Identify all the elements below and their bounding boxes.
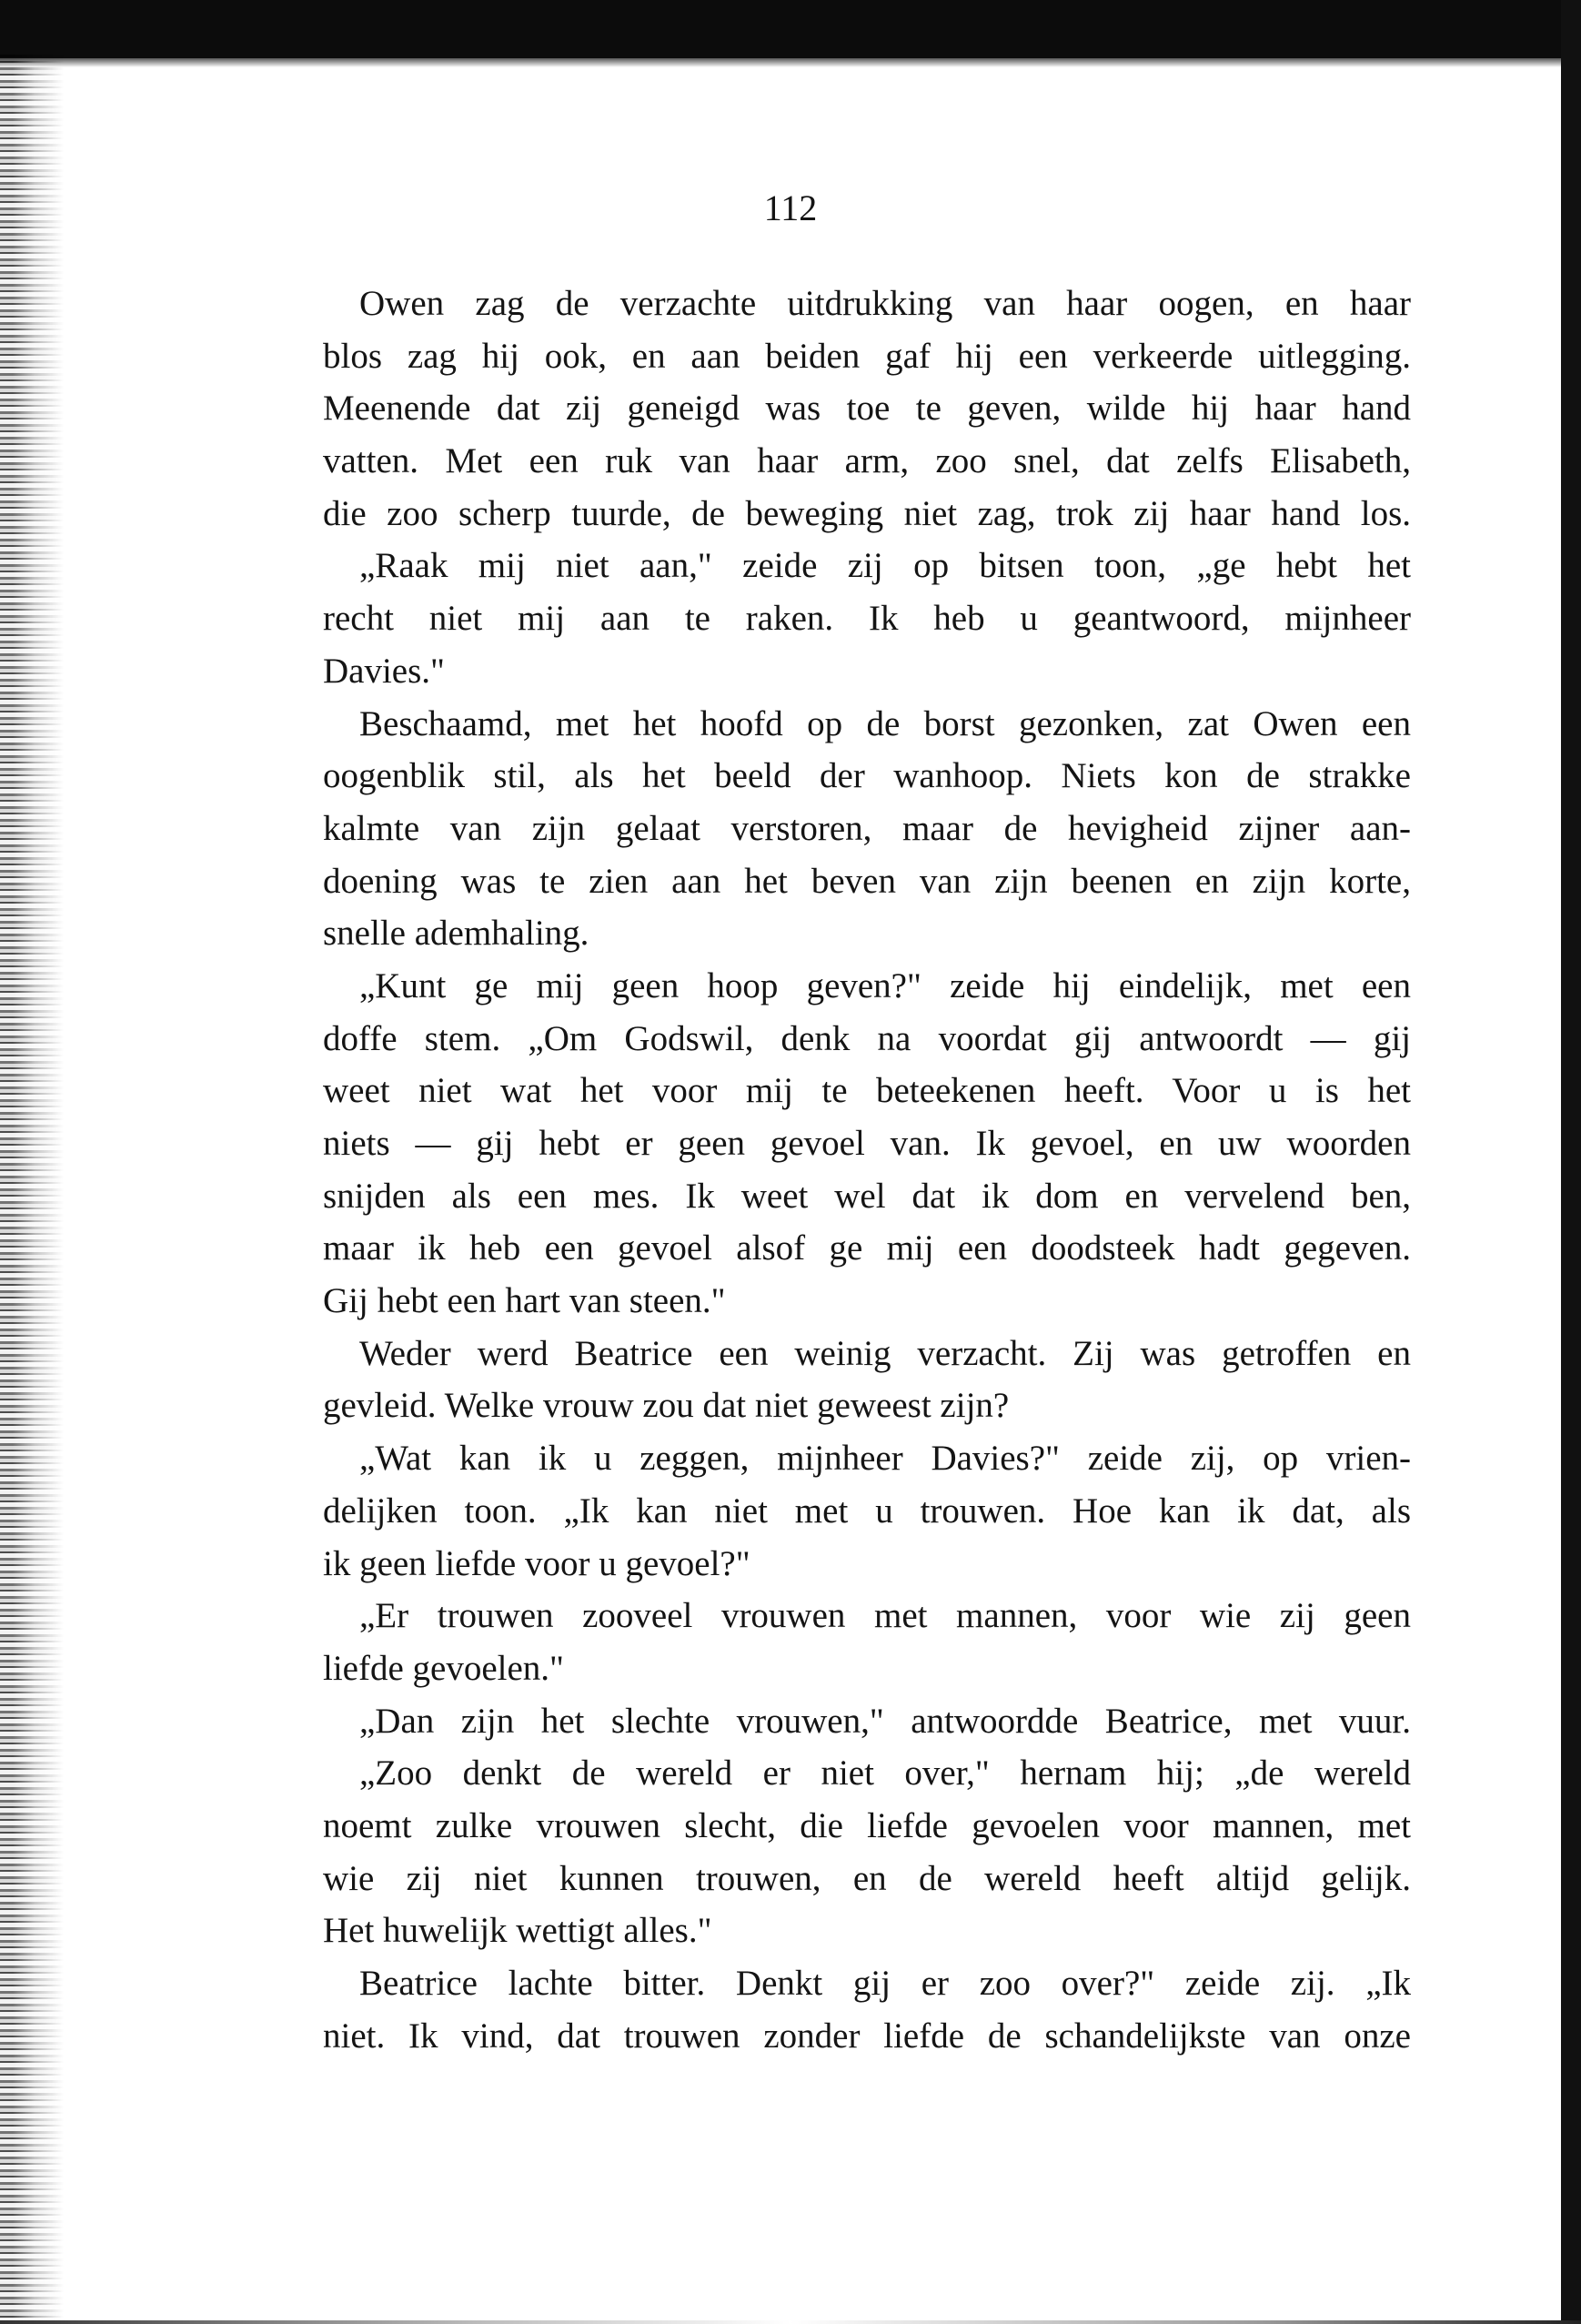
text-line: „Zoo denkt de wereld er niet over," hernam hij; „de wereld [359, 1753, 1411, 1794]
text-line: Gij hebt een hart van steen." [323, 1281, 726, 1321]
text-line: delijken toon. „Ik kan niet met u trouwen. Hoe kan ik dat, als [323, 1490, 1411, 1531]
text-line: die zoo scherp tuurde, de beweging niet zag, trok zij haar hand los. [323, 493, 1411, 533]
body-text [323, 278, 1411, 2062]
book-binding-gutter [0, 55, 64, 2324]
text-line: Beschaamd, met het hoofd op de borst gezonken, zat Owen een [359, 703, 1411, 743]
text-line: kalmte van zijn gelaat verstoren, maar de hevigheid zijner aan- [323, 808, 1411, 848]
text-line: noemt zulke vrouwen slecht, die liefde gevoelen voor mannen, met [323, 1805, 1411, 1845]
text-line: „Raak mij niet aan," zeide zij op bitsen toon, „ge hebt het [359, 546, 1411, 586]
text-line: recht niet mij aan te raken. Ik heb u geantwoord, mijnheer [323, 599, 1411, 639]
text-line: snelle ademhaling. [323, 914, 589, 954]
text-line: weet niet wat het voor mij te beteekenen heeft. Voor u is het [323, 1071, 1411, 1111]
text-line: „Dan zijn het slechte vrouwen," antwoordde Beatrice, met vuur. [359, 1701, 1411, 1741]
text-line: wie zij niet kunnen trouwen, en de wereld heeft altijd gelijk. [323, 1858, 1411, 1898]
text-line: liefde gevoelen." [323, 1648, 564, 1688]
text-line: niet. Ik vind, dat trouwen zonder liefde de schandelijkste van onze [323, 2016, 1411, 2056]
scan-top-shadow [0, 58, 1581, 67]
text-line: „Er trouwen zooveel vrouwen met mannen, voor wie zij geen [359, 1596, 1411, 1636]
text-line: maar ik heb een gevoel alsof ge mij een doodsteek hadt gegeven. [323, 1228, 1411, 1268]
text-line: Het huwelijk wettigt alles." [323, 1911, 712, 1951]
text-line: Owen zag de verzachte uitdrukking van haar oogen, en haar [359, 284, 1411, 323]
text-line: oogenblik stil, als het beeld der wanhoop. Niets kon de strakke [323, 756, 1411, 796]
text-line: snijden als een mes. Ik weet wel dat ik dom en vervelend ben, [323, 1176, 1411, 1216]
text-line: vatten. Met een ruk van haar arm, zoo snel, dat zelfs Elisabeth, [323, 441, 1411, 481]
text-line: gevleid. Welke vrouw zou dat niet geweest zijn? [323, 1386, 1010, 1426]
scan-right-border [1561, 0, 1581, 2324]
text-line: blos zag hij ook, en aan beiden gaf hij een verkeerde uitlegging. [323, 336, 1411, 376]
text-line: „Kunt ge mij geen hoop geven?" zeide hij eindelijk, met een [359, 965, 1411, 1005]
scan-bottom-edge [0, 2320, 1581, 2324]
text-line: Weder werd Beatrice een weinig verzacht. Zij was getroffen en [359, 1333, 1411, 1373]
text-line: Davies." [323, 651, 445, 691]
page-number: 112 [763, 187, 818, 228]
scan-top-border [0, 0, 1581, 58]
text-line: doffe stem. „Om Godswil, denk na voordat gij antwoordt — gij [323, 1018, 1411, 1058]
text-line: doening was te zien aan het beven van zijn beenen en zijn korte, [323, 861, 1411, 901]
text-line: Beatrice lachte bitter. Denkt gij er zoo over?" zeide zij. „Ik [359, 1964, 1411, 2003]
text-line: ik geen liefde voor u gevoel?" [323, 1543, 750, 1583]
text-line: niets — gij hebt er geen gevoel van. Ik gevoel, en uw woorden [323, 1124, 1411, 1163]
text-line: „Wat kan ik u zeggen, mijnheer Davies?" zeide zij, op vrien- [359, 1439, 1411, 1479]
text-line: Meenende dat zij geneigd was toe te geven, wilde hij haar hand [323, 389, 1411, 429]
